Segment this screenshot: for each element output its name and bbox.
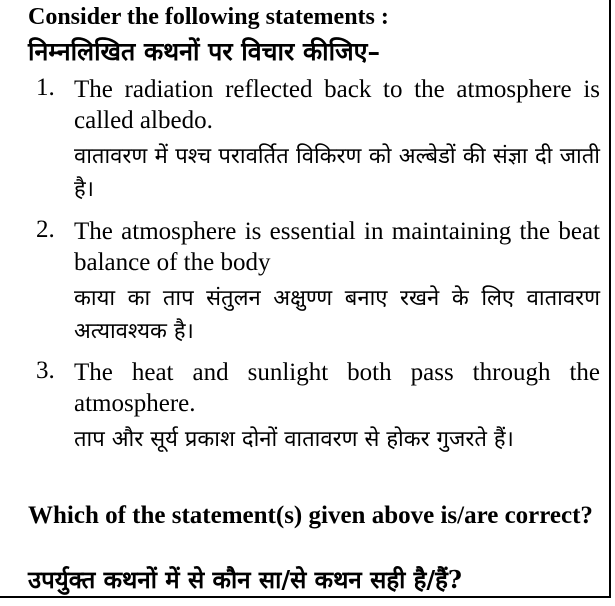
statement-english: The atmosphere is essential in maintaining the beat balance of the body [74,218,600,276]
statement-number: 2. [36,216,55,243]
statement-english: The heat and sunlight both pass through the atmosphere. [74,359,600,417]
question-english: Which of the statement(s) given above is/are correct? [28,502,593,529]
heading-english: Consider the following statements : [28,4,389,30]
statement-3 [36,357,600,456]
statement-number: 1. [36,74,55,101]
statement-1 [36,74,600,206]
question-hindi: उपर्युक्त कथनों में से कौन सा/से कथन सही है/हैं? [28,565,462,594]
statement-hindi: वातावरण में पश्च परावर्तित विकिरण को अल्बेडों की संज्ञा दी जाती है। [74,144,600,202]
statement-number: 3. [36,357,55,384]
statement-hindi: ताप और सूर्य प्रकाश दोनों वातावरण से होकर गुजरते हैं। [74,427,514,452]
heading-hindi: निम्नलिखित कथनों पर विचार कीजिए– [28,37,380,66]
statement-english: The radiation reflected back to the atmosphere is called albedo. [74,76,600,134]
statement-2 [36,216,600,348]
statement-hindi: काया का ताप संतुलन अक्षुण्ण बनाए रखने के लिए वातावरण अत्यावश्यक है। [74,286,600,344]
